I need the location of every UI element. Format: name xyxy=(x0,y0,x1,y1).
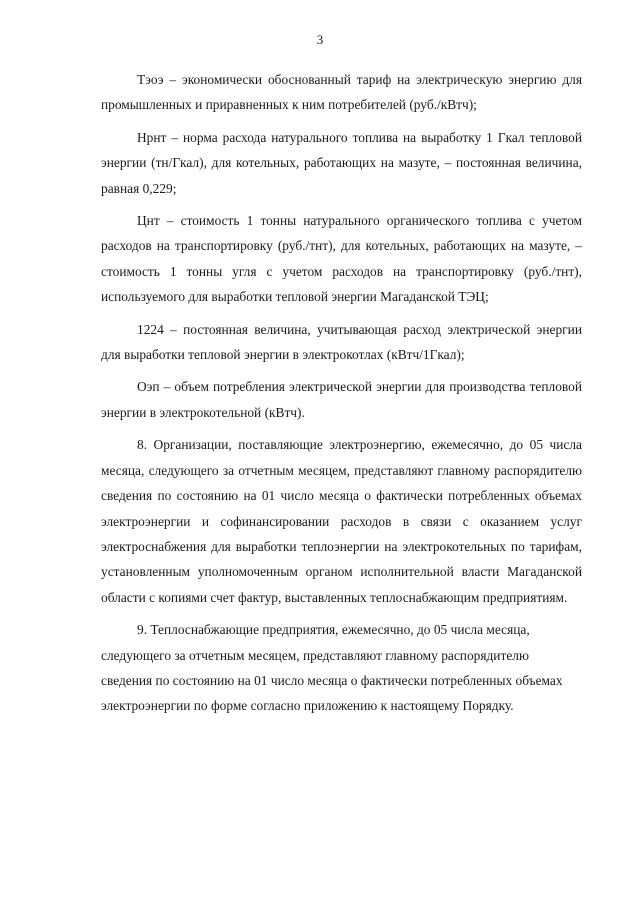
document-body xyxy=(101,67,582,726)
paragraph-tsnt-definition: Цнт – стоимость 1 тонны натурального органического топлива с учетом расходов на транспортировку (руб./тнт), для котельных, работающих на мазуте, – стоимость 1 тонны угля с учетом расходов на транспортировку (руб./тнт), используемого для выработки тепловой энергии Магаданской ТЭЦ; xyxy=(101,213,582,305)
paragraph-item-8: 8. Организации, поставляющие электроэнергию, ежемесячно, до 05 числа месяца, следующего за отчетным месяцем, представляют главному распорядителю сведения по состоянию на 01 число месяца о фактически потребленных объемах электроэнергии и софинансировании расходов в связи с оказанием услуг электроснабжения для выработки теплоэнергии на электрокотельных по тарифам, установленным уполномоченным органом исполнительной власти Магаданской области с копиями счет фактур, выставленных теплоснабжающим предприятиям. xyxy=(101,437,582,605)
paragraph-1224-definition: 1224 – постоянная величина, учитывающая расход электрической энергии для выработки тепловой энергии в электрокотлах (кВтч/1Гкал); xyxy=(101,321,582,363)
paragraph-item-9: 9. Теплоснабжающие предприятия, ежемесячно, до 05 числа месяца, следующего за отчетным месяцем, представляют главному распорядителю сведения по состоянию на 01 число месяца о фактически потребленных объемах электроэнергии по форме согласно приложению к настоящему Порядку. xyxy=(101,622,563,714)
paragraph-nrnt-definition: Нрнт – норма расхода натурального топлива на выработку 1 Гкал тепловой энергии (тн/Гкал), для котельных, работающих на мазуте, – постоянная величина, равная 0,229; xyxy=(101,129,582,196)
page-number: 3 xyxy=(316,32,324,47)
paragraph-teoe-definition: Тэоэ – экономически обоснованный тариф на электрическую энергию для промышленных и приравненных к ним потребителей (руб./кВтч); xyxy=(101,72,582,113)
paragraph-oep-definition: Оэп – объем потребления электрической энергии для производства тепловой энергии в электрокотельной (кВтч). xyxy=(101,379,582,420)
